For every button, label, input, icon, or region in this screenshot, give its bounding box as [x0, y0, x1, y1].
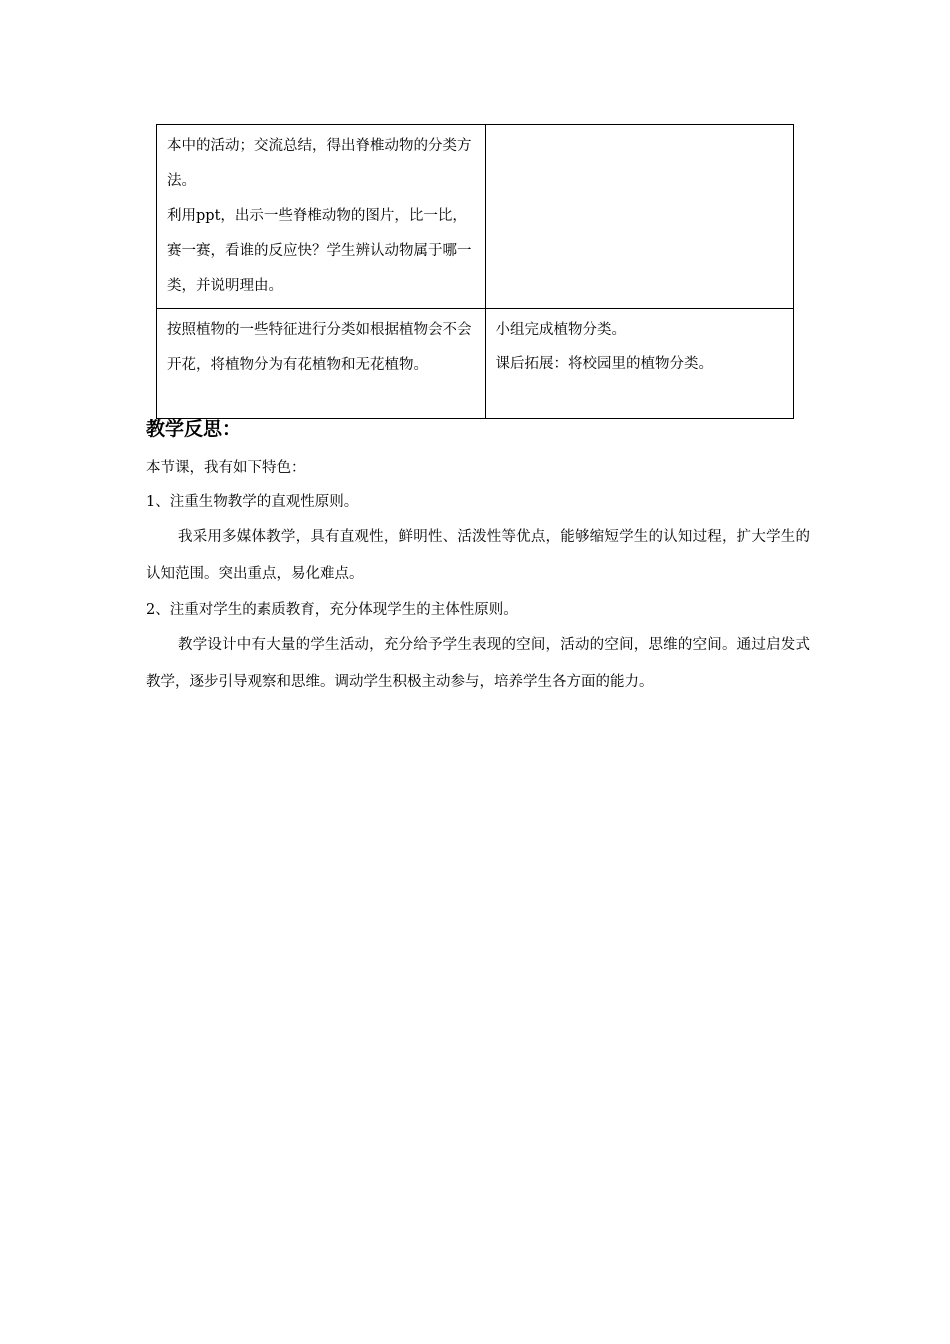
reflection-intro: 本节课，我有如下特色：: [146, 460, 306, 476]
lesson-table: [156, 124, 794, 419]
cell-paragraph: 课后拓展：将校园里的植物分类。: [495, 356, 714, 372]
reflection-heading: 教学反思：: [146, 418, 242, 440]
reflection-point-1: 1、注重生物教学的直观性原则。: [146, 494, 359, 510]
reflection-point-1-text: 我采用多媒体教学，具有直观性，鲜明性、活泼性等优点，能够缩短学生的认知过程，扩大学生的认知范围。突出重点，易化难点。: [146, 529, 810, 582]
cell-paragraph: 按照植物的一些特征进行分类如根据植物会不会开花，将植物分为有花植物和无花植物。: [167, 322, 472, 373]
table-row: [157, 309, 794, 419]
table-cell-student-task: [485, 309, 793, 419]
table-row: [157, 125, 794, 309]
reflection-point-2: 2、注重对学生的素质教育，充分体现学生的主体性原则。: [146, 602, 518, 618]
cell-paragraph: 小组完成植物分类。: [495, 322, 627, 338]
reflection-body: [146, 451, 810, 701]
reflection-point-2-text: 教学设计中有大量的学生活动，充分给予学生表现的空间，活动的空间，思维的空间。通过启发式教学，逐步引导观察和思维。调动学生积极主动参与，培养学生各方面的能力。: [146, 637, 810, 690]
table-cell-activity: [157, 125, 486, 309]
cell-paragraph: 本中的活动；交流总结，得出脊椎动物的分类方法。: [167, 138, 472, 189]
table-cell-activity: [157, 309, 486, 419]
table-cell-empty: [485, 125, 793, 309]
cell-paragraph: 利用ppt，出示一些脊椎动物的图片，比一比，赛一赛，看谁的反应快？学生辨认动物属于哪一类，并说明理由。: [167, 208, 472, 294]
